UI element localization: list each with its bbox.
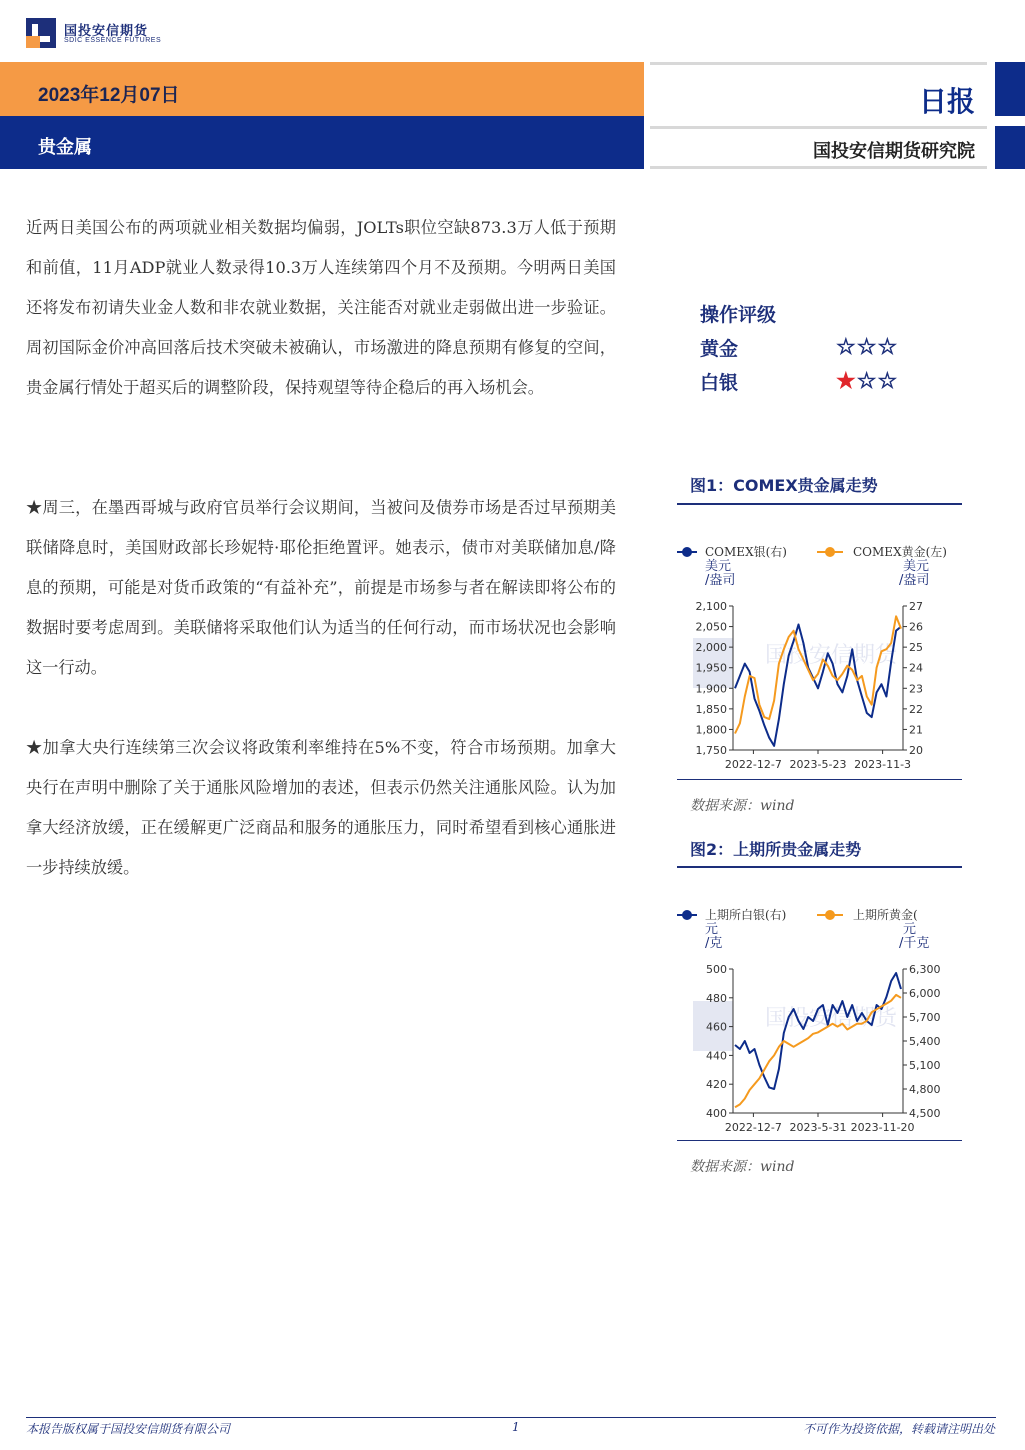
- left-unit-label: /克: [705, 936, 723, 951]
- legend-marker: [825, 547, 835, 557]
- chart-comex-svg: [677, 540, 967, 776]
- report-type: 日报: [918, 85, 975, 118]
- x-tick-label: 2023-5-23: [789, 758, 847, 771]
- y-tick-label: 21: [909, 723, 923, 737]
- filled-star: ★: [836, 368, 857, 394]
- y-tick-label: 1,800: [695, 723, 727, 737]
- right-unit-label: 美元: [903, 559, 930, 574]
- figure-1-title: 图1：COMEX贵金属走势: [690, 476, 878, 495]
- page-number: 1: [512, 1420, 520, 1434]
- x-tick-label: 2023-5-31: [789, 1121, 847, 1134]
- paragraph-boc: ★加拿大央行连续第三次会议将政策利率维持在5%不变，符合市场预期。加拿大央行在声明中删除了关于通胀风险增加的表述，但表示仍然关注通胀风险。认为加拿大经济放缓，正在缓解更广泛商品和服务的通胀压力，同时希望看到核心通胀进一步持续放缓。: [26, 738, 616, 877]
- logo-mark-icon: [26, 18, 56, 48]
- logo-subtitle: SDIC ESSENCE FUTURES: [64, 37, 162, 44]
- legend-marker: [825, 910, 835, 920]
- y-tick-label: 5,400: [909, 1035, 941, 1048]
- figure-2-title: 图2：上期所贵金属走势: [690, 840, 862, 859]
- left-unit-label: /盎司: [705, 573, 736, 588]
- figure-divider: [677, 866, 962, 868]
- paragraph-yellen: ★周三，在墨西哥城与政府官员举行会议期间，当被问及债券市场是否过早预期美联储降息时，美国财政部长珍妮特·耶伦拒绝置评。她表示，债市对美联储加息/降息的预期，可能是对货币政策的“有益补充”，前提是市场参与者在解读即将公布的数据时要考虑周到。美联储将采取他们认为适当的任何行动，而市场状况也会影响这一行动。: [26, 498, 616, 677]
- figure-divider: [677, 1140, 962, 1141]
- legend-marker: [682, 910, 692, 920]
- report-category: 贵金属: [38, 137, 92, 158]
- x-tick-label: 2023-11-20: [850, 1121, 915, 1134]
- x-tick-label: 2023-11-3: [854, 758, 912, 771]
- divider: [650, 62, 987, 65]
- y-tick-label: 22: [909, 702, 923, 716]
- right-unit-label: /千克: [899, 936, 930, 951]
- y-tick-label: 440: [706, 1049, 727, 1063]
- figure-divider: [677, 779, 962, 780]
- y-tick-label: 23: [909, 682, 923, 696]
- y-tick-label: 420: [706, 1078, 727, 1092]
- rating-row-gold: [700, 334, 940, 368]
- figure-2-source: 数据来源：wind: [690, 1159, 795, 1175]
- chart-shfe-svg: [677, 903, 967, 1139]
- y-tick-label: 27: [909, 600, 923, 613]
- y-tick-label: 20: [909, 744, 923, 757]
- y-tick-label: 4,800: [909, 1083, 941, 1096]
- footer-disclaimer: 不可作为投资依据，转载请注明出处: [802, 1422, 995, 1436]
- header-category-bar: [0, 116, 644, 169]
- y-tick-label: 2,100: [695, 600, 727, 613]
- y-tick-label: 400: [706, 1107, 727, 1120]
- legend-marker: [682, 547, 692, 557]
- y-tick-label: 25: [909, 641, 923, 655]
- rating-item-label: 黄金: [700, 338, 739, 360]
- y-tick-label: 4,500: [909, 1107, 941, 1120]
- legend-label: 上期所白银(右): [705, 908, 787, 922]
- institute-name: 国投安信期货研究院: [813, 141, 975, 162]
- y-tick-label: 24: [909, 661, 923, 675]
- logo-name: 国投安信期货: [64, 24, 149, 39]
- y-tick-label: 460: [706, 1020, 727, 1034]
- left-unit-label: 美元: [705, 559, 732, 574]
- y-tick-label: 1,850: [695, 702, 727, 716]
- watermark-text: 国投安信期货: [765, 643, 898, 668]
- chart-comex: [677, 540, 967, 776]
- legend-label: COMEX黄金(左): [853, 545, 947, 559]
- footer-copyright: 本报告版权属于国投安信期货有限公司: [26, 1422, 231, 1436]
- y-tick-label: 2,050: [695, 620, 727, 634]
- rating-stars: [836, 368, 898, 394]
- legend-label: 上期所黄金(: [853, 908, 918, 922]
- rating-row-silver: [700, 368, 940, 402]
- y-tick-label: 500: [706, 963, 727, 976]
- y-tick-label: 1,950: [695, 661, 727, 675]
- y-tick-label: 480: [706, 991, 727, 1005]
- series-line: [735, 616, 901, 733]
- rating-title: 操作评级: [700, 304, 777, 326]
- figure-divider: [677, 503, 962, 505]
- rating-stars: [836, 334, 898, 360]
- x-tick-label: 2022-12-7: [724, 758, 782, 771]
- chart-shfe: [677, 903, 967, 1139]
- footer-divider: [26, 1417, 996, 1418]
- legend-label: COMEX银(右): [705, 545, 787, 559]
- y-tick-label: 6,000: [909, 987, 941, 1000]
- empty-stars: ☆☆☆: [836, 334, 899, 360]
- right-unit-label: /盎司: [899, 573, 930, 588]
- y-tick-label: 26: [909, 620, 923, 634]
- watermark-text: 国投安信期货: [765, 1006, 898, 1031]
- right-unit-label: 元: [903, 922, 917, 937]
- divider: [650, 166, 987, 169]
- divider: [650, 126, 987, 129]
- y-tick-label: 5,100: [909, 1059, 941, 1072]
- x-tick-label: 2022-12-7: [724, 1121, 782, 1134]
- y-tick-label: 1,900: [695, 682, 727, 696]
- y-tick-label: 5,700: [909, 1011, 941, 1024]
- empty-stars: ☆☆: [856, 368, 899, 394]
- series-line: [735, 973, 901, 1089]
- figure-1-source: 数据来源：wind: [690, 798, 795, 814]
- rating-item-label: 白银: [700, 372, 739, 394]
- y-tick-label: 6,300: [909, 963, 941, 976]
- y-tick-label: 1,750: [695, 744, 727, 757]
- left-unit-label: 元: [705, 922, 719, 937]
- header-accent-bar: [995, 62, 1025, 116]
- paragraph-summary: 近两日美国公布的两项就业相关数据均偏弱，JOLTs职位空缺873.3万人低于预期和前值，11月ADP就业人数录得10.3万人连续第四个月不及预期。今明两日美国还将发布初请失业金人数和非农就业数据，关注能否对就业走弱做出进一步验证。周初国际金价冲高回落后技术突破未被确认，市场激进的降息预期有修复的空间，贵金属行情处于超买后的调整阶段，保持观望等待企稳后的再入场机会。: [26, 218, 616, 397]
- header-accent-bar: [995, 126, 1025, 169]
- y-tick-label: 2,000: [695, 641, 727, 655]
- rating-panel: [700, 300, 940, 402]
- report-date: 2023年12月07日: [38, 85, 180, 106]
